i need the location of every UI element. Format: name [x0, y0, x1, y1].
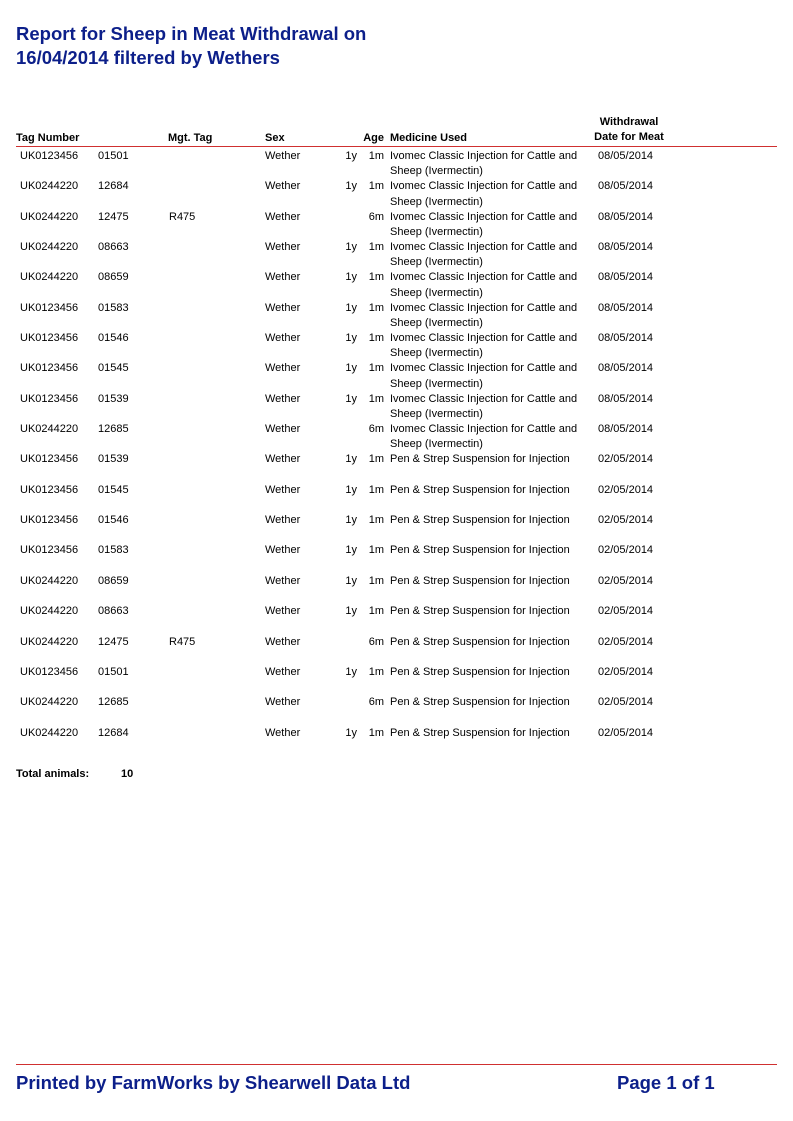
cell-withdrawal-date: 02/05/2014 [598, 605, 654, 618]
table-row [0, 179, 793, 209]
cell-individual-tag: 01501 [98, 665, 129, 678]
cell-flock-tag: UK0244220 [20, 726, 79, 739]
cell-age-years: 1y [345, 150, 357, 162]
cell-individual-tag: 01539 [98, 453, 129, 466]
cell-sex: Wether [265, 392, 301, 405]
cell-individual-tag: 08659 [98, 271, 129, 284]
page-number: Page 1 of 1 [617, 1072, 715, 1093]
cell-medicine: Pen & Strep Suspension for Injection [390, 696, 570, 709]
cell-medicine: Ivomec Classic Injection for Cattle and Sheep (Ivermectin) [390, 423, 578, 451]
cell-age-years: 1y [345, 665, 357, 678]
cell-age-years: 1y [345, 483, 357, 496]
table-row [0, 574, 793, 604]
report-title [16, 22, 366, 70]
cell-flock-tag: UK0123456 [20, 514, 79, 527]
cell-age-months: 1m [368, 271, 384, 284]
cell-withdrawal-date: 08/05/2014 [598, 271, 654, 284]
cell-age-years: 1y [345, 271, 357, 284]
cell-age-months: 6m [368, 696, 384, 709]
cell-age-years: 1y [345, 453, 357, 466]
column-header-medicine: Medicine Used [390, 132, 468, 144]
cell-withdrawal-date: 08/05/2014 [598, 362, 654, 375]
cell-flock-tag: UK0123456 [20, 392, 79, 405]
cell-sex: Wether [265, 696, 301, 709]
cell-age-years: 1y [345, 362, 357, 375]
report-title-line-2: 16/04/2014 filtered by Wethers [16, 47, 280, 68]
cell-age-months: 1m [368, 301, 384, 314]
footer-divider [16, 1064, 777, 1065]
table-row [0, 240, 793, 270]
table-row [0, 210, 793, 240]
cell-withdrawal-date: 02/05/2014 [598, 483, 654, 496]
cell-age-years: 1y [345, 574, 357, 587]
cell-sex: Wether [265, 150, 301, 162]
cell-medicine: Pen & Strep Suspension for Injection [390, 483, 570, 496]
cell-age-months: 1m [368, 180, 384, 193]
cell-withdrawal-date: 02/05/2014 [598, 544, 654, 557]
cell-individual-tag: 08663 [98, 241, 129, 254]
table-row [0, 513, 793, 543]
table-row [0, 543, 793, 573]
cell-individual-tag: 01546 [98, 514, 129, 527]
cell-flock-tag: UK0244220 [20, 605, 79, 618]
cell-age-months: 1m [368, 726, 384, 739]
cell-flock-tag: UK0244220 [20, 635, 79, 648]
cell-age-months: 6m [368, 423, 384, 436]
report-title-line-1: Report for Sheep in Meat Withdrawal on [16, 23, 367, 44]
column-header-withdrawal-line-2: Date for Meat [594, 131, 664, 143]
cell-withdrawal-date: 02/05/2014 [598, 453, 654, 466]
cell-flock-tag: UK0244220 [20, 423, 79, 436]
cell-age-years: 1y [345, 332, 357, 345]
cell-individual-tag: 12475 [98, 210, 129, 223]
cell-sex: Wether [265, 180, 301, 193]
cell-sex: Wether [265, 332, 301, 345]
printed-by: Printed by FarmWorks by Shearwell Data Ltd [16, 1072, 411, 1093]
cell-medicine: Ivomec Classic Injection for Cattle and Sheep (Ivermectin) [390, 392, 578, 420]
cell-medicine: Pen & Strep Suspension for Injection [390, 574, 570, 587]
cell-medicine: Pen & Strep Suspension for Injection [390, 544, 570, 557]
cell-individual-tag: 12684 [98, 726, 129, 739]
cell-medicine: Ivomec Classic Injection for Cattle and Sheep (Ivermectin) [390, 301, 578, 329]
cell-individual-tag: 12475 [98, 635, 129, 648]
cell-medicine: Ivomec Classic Injection for Cattle and Sheep (Ivermectin) [390, 241, 578, 269]
cell-individual-tag: 01545 [98, 483, 129, 496]
total-animals [16, 768, 134, 780]
cell-withdrawal-date: 02/05/2014 [598, 574, 654, 587]
cell-age-months: 1m [368, 150, 384, 162]
cell-sex: Wether [265, 544, 301, 557]
table-row [0, 270, 793, 300]
cell-age-months: 1m [368, 241, 384, 254]
cell-individual-tag: 12685 [98, 423, 129, 436]
table-row [0, 665, 793, 695]
table-row [0, 149, 793, 179]
cell-flock-tag: UK0244220 [20, 271, 79, 284]
cell-flock-tag: UK0123456 [20, 544, 79, 557]
cell-flock-tag: UK0244220 [20, 210, 79, 223]
cell-age-months: 1m [368, 665, 384, 678]
cell-age-months: 6m [368, 635, 384, 648]
cell-sex: Wether [265, 726, 301, 739]
cell-withdrawal-date: 02/05/2014 [598, 635, 654, 648]
cell-sex: Wether [265, 271, 301, 284]
cell-age-years: 1y [345, 301, 357, 314]
table-row [0, 361, 793, 391]
cell-medicine: Pen & Strep Suspension for Injection [390, 665, 570, 678]
cell-medicine: Ivomec Classic Injection for Cattle and Sheep (Ivermectin) [390, 332, 578, 360]
header-divider [16, 146, 777, 147]
table-row [0, 726, 793, 756]
table-row [0, 695, 793, 725]
column-header-age: Age [363, 132, 384, 144]
table-row [0, 422, 793, 452]
cell-age-years: 1y [345, 241, 357, 254]
cell-medicine: Ivomec Classic Injection for Cattle and Sheep (Ivermectin) [390, 271, 578, 299]
cell-medicine: Pen & Strep Suspension for Injection [390, 453, 570, 466]
cell-withdrawal-date: 02/05/2014 [598, 726, 654, 739]
cell-sex: Wether [265, 483, 301, 496]
cell-sex: Wether [265, 665, 301, 678]
cell-withdrawal-date: 02/05/2014 [598, 696, 654, 709]
cell-individual-tag: 12685 [98, 696, 129, 709]
cell-age-years: 1y [345, 514, 357, 527]
cell-sex: Wether [265, 241, 301, 254]
total-animals-label: Total animals: [16, 768, 90, 780]
cell-mgt-tag: R475 [169, 635, 196, 648]
cell-flock-tag: UK0244220 [20, 696, 79, 709]
cell-medicine: Pen & Strep Suspension for Injection [390, 514, 570, 527]
cell-sex: Wether [265, 423, 301, 436]
cell-age-months: 6m [368, 210, 384, 223]
cell-sex: Wether [265, 574, 301, 587]
cell-medicine: Ivomec Classic Injection for Cattle and Sheep (Ivermectin) [390, 180, 578, 208]
cell-sex: Wether [265, 453, 301, 466]
cell-age-years: 1y [345, 544, 357, 557]
cell-age-months: 1m [368, 514, 384, 527]
cell-flock-tag: UK0123456 [20, 362, 79, 375]
cell-age-months: 1m [368, 453, 384, 466]
cell-sex: Wether [265, 362, 301, 375]
cell-withdrawal-date: 02/05/2014 [598, 514, 654, 527]
column-header-tag-number: Tag Number [16, 132, 80, 144]
cell-age-years: 1y [345, 180, 357, 193]
cell-flock-tag: UK0123456 [20, 453, 79, 466]
table-row [0, 483, 793, 513]
cell-withdrawal-date: 08/05/2014 [598, 241, 654, 254]
cell-flock-tag: UK0123456 [20, 483, 79, 496]
cell-age-months: 1m [368, 332, 384, 345]
cell-withdrawal-date: 08/05/2014 [598, 332, 654, 345]
column-header-sex: Sex [265, 132, 285, 144]
table-row [0, 604, 793, 634]
cell-flock-tag: UK0123456 [20, 301, 79, 314]
cell-flock-tag: UK0123456 [20, 332, 79, 345]
cell-withdrawal-date: 08/05/2014 [598, 210, 654, 223]
table-row [0, 301, 793, 331]
cell-individual-tag: 01546 [98, 332, 129, 345]
cell-medicine: Ivomec Classic Injection for Cattle and Sheep (Ivermectin) [390, 150, 578, 178]
cell-flock-tag: UK0123456 [20, 665, 79, 678]
cell-sex: Wether [265, 635, 301, 648]
cell-individual-tag: 01539 [98, 392, 129, 405]
cell-mgt-tag: R475 [169, 210, 196, 223]
cell-age-years: 1y [345, 605, 357, 618]
cell-withdrawal-date: 08/05/2014 [598, 180, 654, 193]
cell-flock-tag: UK0244220 [20, 180, 79, 193]
cell-medicine: Pen & Strep Suspension for Injection [390, 605, 570, 618]
cell-age-years: 1y [345, 726, 357, 739]
cell-withdrawal-date: 08/05/2014 [598, 301, 654, 314]
cell-age-months: 1m [368, 544, 384, 557]
cell-age-months: 1m [368, 362, 384, 375]
cell-sex: Wether [265, 301, 301, 314]
cell-flock-tag: UK0123456 [20, 150, 79, 162]
cell-individual-tag: 08659 [98, 574, 129, 587]
cell-individual-tag: 01545 [98, 362, 129, 375]
cell-age-months: 1m [368, 392, 384, 405]
cell-sex: Wether [265, 210, 301, 223]
cell-flock-tag: UK0244220 [20, 241, 79, 254]
column-header-withdrawal-line-1: Withdrawal [599, 116, 659, 128]
column-header-withdrawal-date [585, 115, 673, 145]
cell-withdrawal-date: 08/05/2014 [598, 392, 654, 405]
cell-medicine: Pen & Strep Suspension for Injection [390, 726, 570, 739]
cell-age-months: 1m [368, 605, 384, 618]
cell-flock-tag: UK0244220 [20, 574, 79, 587]
cell-age-months: 1m [368, 574, 384, 587]
column-header-mgt-tag: Mgt. Tag [168, 132, 213, 144]
table-row [0, 392, 793, 422]
cell-age-months: 1m [368, 483, 384, 496]
cell-age-years: 1y [345, 392, 357, 405]
cell-individual-tag: 08663 [98, 605, 129, 618]
cell-individual-tag: 12684 [98, 180, 129, 193]
cell-medicine: Ivomec Classic Injection for Cattle and Sheep (Ivermectin) [390, 362, 578, 390]
cell-withdrawal-date: 08/05/2014 [598, 150, 654, 162]
table-row [0, 331, 793, 361]
cell-sex: Wether [265, 514, 301, 527]
cell-withdrawal-date: 08/05/2014 [598, 423, 654, 436]
table-row [0, 452, 793, 482]
total-animals-value: 10 [121, 768, 134, 780]
cell-individual-tag: 01583 [98, 301, 129, 314]
table-row [0, 635, 793, 665]
cell-withdrawal-date: 02/05/2014 [598, 665, 654, 678]
cell-medicine: Ivomec Classic Injection for Cattle and Sheep (Ivermectin) [390, 210, 578, 238]
cell-sex: Wether [265, 605, 301, 618]
table-body [0, 149, 793, 756]
cell-individual-tag: 01501 [98, 150, 129, 162]
cell-individual-tag: 01583 [98, 544, 129, 557]
cell-medicine: Pen & Strep Suspension for Injection [390, 635, 570, 648]
